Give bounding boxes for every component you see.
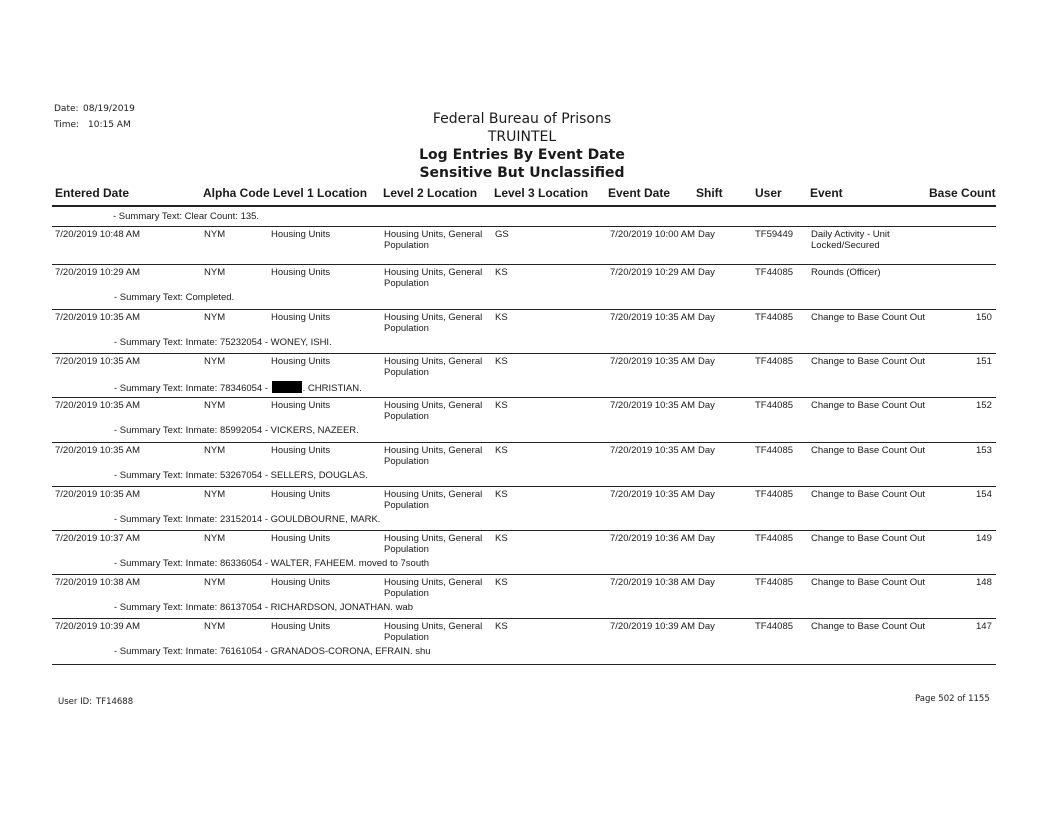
date-value: 08/19/2019 — [83, 104, 135, 114]
row-summary-text — [114, 470, 368, 481]
col-alpha-code: Alpha Code — [203, 186, 270, 200]
report-title — [0, 110, 1056, 182]
cell-base-count: 148 — [976, 577, 992, 588]
cell-level1-location: Housing Units — [271, 267, 331, 278]
cell-user: TF59449 — [755, 229, 794, 240]
time-value: 10:15 AM — [88, 120, 131, 130]
cell-entered-date: 7/20/2019 10:35 AM — [55, 356, 141, 367]
col-event: Event — [810, 186, 843, 200]
cell-level1-location: Housing Units — [271, 577, 331, 588]
cell-level2-location: Housing Units, General Population — [384, 533, 483, 555]
cell-event: Change to Base Count Out — [811, 312, 926, 323]
cell-event: Change to Base Count Out — [811, 621, 926, 632]
summary-text: - Summary Text: Inmate: 86336054 - WALTER, FAHEEM. moved to 7south — [114, 558, 430, 569]
row-summary-text — [114, 602, 413, 613]
cell-event: Change to Base Count Out — [811, 489, 926, 500]
cell-alpha-code: NYM — [204, 400, 226, 411]
cell-entered-date: 7/20/2019 10:35 AM — [55, 312, 141, 323]
cell-shift: Day — [698, 229, 715, 240]
cell-level2-location: Housing Units, General Population — [384, 445, 483, 467]
col-user: User — [755, 186, 782, 200]
cell-user: TF44085 — [755, 356, 794, 367]
row-summary-text — [114, 558, 429, 569]
row-divider — [52, 226, 996, 227]
cell-user: TF44085 — [755, 312, 794, 323]
cell-alpha-code: NYM — [204, 533, 226, 544]
date-label: Date: — [54, 104, 79, 114]
cell-shift: Day — [698, 312, 715, 323]
cell-base-count: 153 — [976, 445, 992, 456]
cell-level3-location: KS — [495, 400, 508, 411]
cell-alpha-code: NYM — [204, 445, 226, 456]
cell-event-date: 7/20/2019 10:39 AM — [610, 621, 696, 632]
cell-user: TF44085 — [755, 621, 794, 632]
title-system: TRUINTEL — [487, 129, 557, 145]
cell-base-count: 154 — [976, 489, 992, 500]
cell-level2-location: Housing Units, General Population — [384, 229, 483, 251]
cell-level1-location: Housing Units — [271, 621, 331, 632]
row-divider — [52, 309, 996, 310]
cell-level1-location: Housing Units — [271, 400, 331, 411]
cell-entered-date: 7/20/2019 10:29 AM — [55, 267, 141, 278]
cell-shift: Day — [698, 267, 715, 278]
cell-event: Rounds (Officer) — [811, 267, 881, 278]
row-divider — [52, 618, 996, 619]
footer-user-label: User ID: — [58, 697, 92, 707]
row-divider — [52, 397, 996, 398]
cell-event-date: 7/20/2019 10:29 AM — [610, 267, 696, 278]
cell-entered-date: 7/20/2019 10:35 AM — [55, 445, 141, 456]
cell-user: TF44085 — [755, 489, 794, 500]
cell-entered-date: 7/20/2019 10:39 AM — [55, 621, 141, 632]
cell-level2-location: Housing Units, General Population — [384, 356, 483, 378]
cell-level1-location: Housing Units — [271, 312, 331, 323]
cell-level3-location: KS — [495, 489, 508, 500]
row-divider — [52, 486, 996, 487]
cell-alpha-code: NYM — [204, 267, 226, 278]
redaction-block — [272, 381, 302, 393]
cell-shift: Day — [698, 445, 715, 456]
cell-alpha-code: NYM — [204, 312, 226, 323]
row-divider — [52, 574, 996, 575]
cell-level3-location: KS — [495, 621, 508, 632]
cell-entered-date: 7/20/2019 10:38 AM — [55, 577, 141, 588]
cell-event-date: 7/20/2019 10:35 AM — [610, 312, 696, 323]
cell-alpha-code: NYM — [204, 621, 226, 632]
row-divider — [52, 530, 996, 531]
summary-text: - Summary Text: Inmate: 76161054 - GRANADOS-CORONA, EFRAIN. shu — [114, 646, 431, 657]
cell-event: Change to Base Count Out — [811, 533, 926, 544]
summary-text: - Summary Text: Inmate: 23152014 - GOULDBOURNE, MARK. — [114, 514, 381, 525]
cell-shift: Day — [698, 489, 715, 500]
cell-level3-location: KS — [495, 267, 508, 278]
cell-level1-location: Housing Units — [271, 533, 331, 544]
title-classification: Sensitive But Unclassified — [419, 165, 625, 181]
summary-text: - Summary Text: Completed. — [114, 292, 235, 303]
cell-level1-location: Housing Units — [271, 229, 331, 240]
col-base-count: Base Count — [929, 186, 996, 200]
cell-event: Change to Base Count Out — [811, 445, 926, 456]
cell-base-count: 152 — [976, 400, 992, 411]
cell-shift: Day — [698, 621, 715, 632]
table-bottom-rule — [52, 664, 996, 665]
cell-level1-location: Housing Units — [271, 489, 331, 500]
row-divider — [52, 264, 996, 265]
col-event-date: Event Date — [608, 186, 671, 200]
summary-text-after-redaction: . CHRISTIAN. — [302, 383, 362, 394]
cell-level3-location: KS — [495, 356, 508, 367]
cell-alpha-code: NYM — [204, 356, 226, 367]
cell-level2-location: Housing Units, General Population — [384, 577, 483, 599]
col-level2-location: Level 2 Location — [383, 186, 478, 200]
cell-event-date: 7/20/2019 10:36 AM — [610, 533, 696, 544]
title-report-name: Log Entries By Event Date — [419, 147, 625, 163]
cell-shift: Day — [698, 400, 715, 411]
cell-event-date: 7/20/2019 10:35 AM — [610, 400, 696, 411]
col-level3-location: Level 3 Location — [494, 186, 589, 200]
cell-level2-location: Housing Units, General Population — [384, 489, 483, 511]
cell-base-count: 151 — [976, 356, 992, 367]
cell-shift: Day — [698, 533, 715, 544]
cell-level3-location: KS — [495, 577, 508, 588]
time-label: Time: — [54, 120, 80, 130]
cell-event: Daily Activity - Unit Locked/Secured — [811, 229, 890, 251]
cell-base-count: 147 — [976, 621, 992, 632]
col-shift: Shift — [696, 186, 723, 200]
row-summary-text — [114, 381, 362, 394]
cell-base-count: 150 — [976, 312, 992, 323]
cell-entered-date: 7/20/2019 10:35 AM — [55, 400, 141, 411]
row-summary-text — [114, 514, 380, 525]
cell-shift: Day — [698, 356, 715, 367]
cell-event-date: 7/20/2019 10:35 AM — [610, 445, 696, 456]
top-summary-text: - Summary Text: Clear Count: 135. — [113, 211, 260, 222]
row-divider — [52, 353, 996, 354]
cell-level2-location: Housing Units, General Population — [384, 267, 483, 289]
title-agency: Federal Bureau of Prisons — [432, 111, 612, 127]
cell-level3-location: KS — [495, 312, 508, 323]
cell-event: Change to Base Count Out — [811, 400, 926, 411]
cell-user: TF44085 — [755, 400, 794, 411]
summary-text: - Summary Text: Inmate: 86137054 - RICHARDSON, JONATHAN. wab — [114, 602, 413, 613]
cell-level2-location: Housing Units, General Population — [384, 621, 483, 643]
cell-level1-location: Housing Units — [271, 356, 331, 367]
cell-event-date: 7/20/2019 10:38 AM — [610, 577, 696, 588]
cell-user: TF44085 — [755, 533, 794, 544]
cell-level2-location: Housing Units, General Population — [384, 400, 483, 422]
cell-event-date: 7/20/2019 10:35 AM — [610, 356, 696, 367]
cell-entered-date: 7/20/2019 10:35 AM — [55, 489, 141, 500]
summary-text: - Summary Text: Inmate: 85992054 - VICKERS, NAZEER. — [114, 425, 359, 436]
col-level1-location: Level 1 Location — [273, 186, 368, 200]
row-summary-text — [114, 425, 359, 436]
cell-event: Change to Base Count Out — [811, 577, 926, 588]
cell-shift: Day — [698, 577, 715, 588]
cell-user: TF44085 — [755, 445, 794, 456]
row-divider — [52, 442, 996, 443]
cell-alpha-code: NYM — [204, 229, 226, 240]
summary-text: - Summary Text: Inmate: 53267054 - SELLERS, DOUGLAS. — [114, 470, 368, 481]
page-number: Page 502 of 1155 — [915, 694, 990, 704]
cell-entered-date: 7/20/2019 10:37 AM — [55, 533, 141, 544]
cell-level3-location: GS — [495, 229, 509, 240]
cell-base-count: 149 — [976, 533, 992, 544]
cell-level3-location: KS — [495, 445, 508, 456]
cell-level3-location: KS — [495, 533, 508, 544]
cell-level1-location: Housing Units — [271, 445, 331, 456]
col-entered-date: Entered Date — [55, 186, 130, 200]
cell-entered-date: 7/20/2019 10:48 AM — [55, 229, 141, 240]
cell-level2-location: Housing Units, General Population — [384, 312, 483, 334]
cell-user: TF44085 — [755, 577, 794, 588]
cell-user: TF44085 — [755, 267, 794, 278]
row-summary-text — [114, 337, 332, 348]
row-summary-text — [114, 646, 431, 657]
header-rule — [52, 205, 996, 207]
cell-event: Change to Base Count Out — [811, 356, 926, 367]
cell-event-date: 7/20/2019 10:00 AM — [610, 229, 696, 240]
cell-alpha-code: NYM — [204, 577, 226, 588]
footer-user-id: TF14688 — [96, 697, 134, 707]
summary-text: - Summary Text: Inmate: 78346054 - — [114, 383, 269, 394]
row-summary-text — [114, 292, 234, 303]
cell-alpha-code: NYM — [204, 489, 226, 500]
summary-text: - Summary Text: Inmate: 75232054 - WONEY, ISHI. — [114, 337, 332, 348]
cell-event-date: 7/20/2019 10:35 AM — [610, 489, 696, 500]
